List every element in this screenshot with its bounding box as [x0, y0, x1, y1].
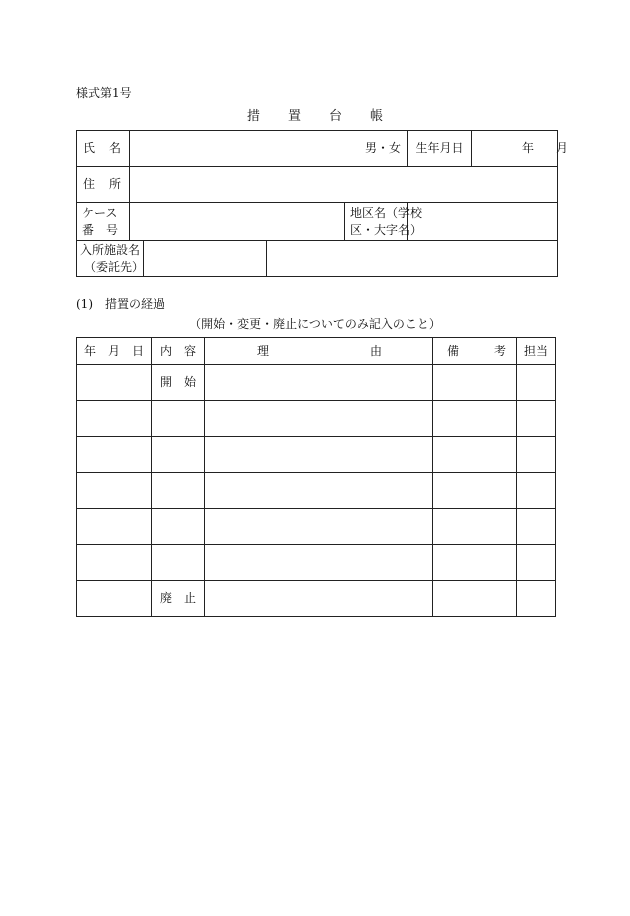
cell-remarks[interactable]: [433, 437, 517, 473]
cell-content[interactable]: [152, 473, 205, 509]
name-label: 氏 名: [77, 131, 130, 167]
cell-date[interactable]: [77, 365, 152, 401]
cell-staff[interactable]: [517, 401, 556, 437]
table-row: [77, 545, 556, 581]
cell-content[interactable]: [152, 545, 205, 581]
cell-content[interactable]: [152, 437, 205, 473]
cell-reason[interactable]: [205, 365, 433, 401]
facility-label: 入所施設名 （委託先）: [77, 241, 144, 276]
table-row: [77, 437, 556, 473]
cell-reason[interactable]: [205, 473, 433, 509]
cell-staff[interactable]: [517, 365, 556, 401]
cell-content[interactable]: 開 始: [152, 365, 205, 401]
header-staff: 担当: [517, 338, 556, 365]
gender-option[interactable]: 男・女: [365, 141, 402, 156]
title-char: 帳: [370, 109, 384, 124]
cell-staff[interactable]: [517, 545, 556, 581]
cell-remarks[interactable]: [433, 365, 517, 401]
title-char: 措: [246, 109, 260, 124]
cell-date[interactable]: [77, 545, 152, 581]
table-row: [77, 365, 556, 401]
cell-date[interactable]: [77, 473, 152, 509]
cell-date[interactable]: [77, 401, 152, 437]
measure-history-table: [76, 337, 556, 617]
personal-info-table: [76, 130, 569, 277]
cell-reason[interactable]: [205, 581, 433, 617]
cell-staff[interactable]: [517, 509, 556, 545]
section-heading: (1) 措置の経過: [76, 297, 165, 311]
cell-date[interactable]: [77, 581, 152, 617]
cell-reason[interactable]: [205, 401, 433, 437]
cell-remarks[interactable]: [433, 581, 517, 617]
title-char: 台: [329, 109, 343, 124]
table-row: [77, 473, 556, 509]
table-row: [77, 581, 556, 617]
cell-content[interactable]: 廃 止: [152, 581, 205, 617]
cell-remarks[interactable]: [433, 401, 517, 437]
district-label: 地区名（学校 区・大字名）: [345, 203, 408, 241]
facility-field-part[interactable]: [144, 241, 266, 276]
table-row: [77, 401, 556, 437]
cell-remarks[interactable]: [433, 545, 517, 581]
case-number-field[interactable]: [130, 203, 345, 241]
birthdate-label: 生年月日: [408, 131, 472, 167]
section-note: （開始・変更・廃止についてのみ記入のこと）: [189, 317, 441, 331]
cell-staff[interactable]: [517, 437, 556, 473]
cell-staff[interactable]: [517, 473, 556, 509]
cell-remarks[interactable]: [433, 473, 517, 509]
header-date: 年 月 日: [77, 338, 152, 365]
header-reason: 理 由: [205, 338, 433, 365]
form-number: 様式第1号: [76, 86, 132, 100]
cell-date[interactable]: [77, 437, 152, 473]
header-remarks: 備 考: [433, 338, 517, 365]
cell-reason[interactable]: [205, 437, 433, 473]
table-row: [77, 509, 556, 545]
page-title: [0, 105, 630, 124]
facility-field[interactable]: [267, 241, 558, 277]
header-content: 内 容: [152, 338, 205, 365]
cell-staff[interactable]: [517, 581, 556, 617]
cell-reason[interactable]: [205, 509, 433, 545]
cell-content[interactable]: [152, 401, 205, 437]
title-char: 置: [287, 109, 301, 124]
address-label: 住 所: [77, 167, 130, 203]
table-header-row: [77, 338, 556, 365]
cell-reason[interactable]: [205, 545, 433, 581]
name-field[interactable]: [130, 131, 408, 167]
cell-content[interactable]: [152, 509, 205, 545]
address-field[interactable]: [130, 167, 558, 203]
district-field[interactable]: [408, 203, 558, 241]
birthdate-field[interactable]: 年 月: [472, 131, 558, 167]
cell-remarks[interactable]: [433, 509, 517, 545]
cell-date[interactable]: [77, 509, 152, 545]
case-number-label: ケース 番 号: [77, 203, 130, 241]
facility-row: [77, 241, 267, 277]
